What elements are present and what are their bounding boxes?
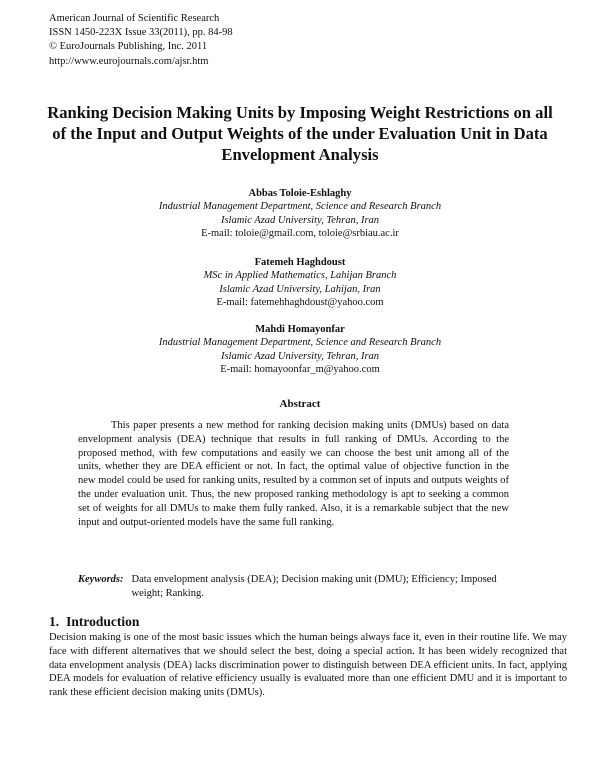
journal-name: American Journal of Scientific Research xyxy=(49,13,220,24)
author-affiliation: Industrial Management Department, Science and Research Branch xyxy=(158,201,442,213)
keywords-label: Keywords: xyxy=(78,574,124,585)
section-title: Introduction xyxy=(66,614,140,629)
author-affiliation: MSc in Applied Mathematics, Lahijan Branch xyxy=(203,270,397,282)
author-block-2 xyxy=(40,256,560,310)
author-email[interactable]: E-mail: homayoonfar_m@yahoo.com xyxy=(220,364,380,376)
journal-copyright: © EuroJournals Publishing, Inc. 2011 xyxy=(49,41,208,53)
journal-issn: ISSN 1450-223X Issue 33(2011), pp. 84-98 xyxy=(49,27,233,39)
author-affiliation: Islamic Azad University, Tehran, Iran xyxy=(220,350,380,362)
author-name: Abbas Toloie-Eshlaghy xyxy=(248,188,352,199)
abstract-text: This paper presents a new method for ranking decision making units (DMUs) based on data envelopment analysis (DEA) technique that results in full ranking of DMUs. According to the proposed method, with few computations and easily we can choose the best unit among all of the units, whether they are DEA efficient or not. In fact, the optimal value of objective function in the new model could be used for ranking units, resulted by a common set of inputs and outputs weights of the under evaluation unit. Thus, the new proposed ranking methodology is apt to seeking a common set of weights for all DMUs to make them fully ranked. Also, it is a remarkable subject that the new input and output-oriented models have the same full ranking. xyxy=(78,420,509,528)
author-name: Mahdi Homayonfar xyxy=(255,324,345,335)
author-email[interactable]: E-mail: fatemehhaghdoust@yahoo.com xyxy=(216,297,384,309)
author-affiliation: Islamic Azad University, Tehran, Iran xyxy=(220,214,380,226)
paper-title: Ranking Decision Making Units by Imposing Weight Restrictions on all of the Input and Output Weights of the under Evaluation Unit in Data Envelopment Analysis xyxy=(47,103,553,164)
section-heading-introduction xyxy=(49,614,139,630)
author-affiliation: Islamic Azad University, Lahijan, Iran xyxy=(219,283,381,295)
author-block-3 xyxy=(40,323,560,377)
abstract-heading: Abstract xyxy=(279,398,321,410)
author-block-1 xyxy=(40,187,560,241)
journal-header xyxy=(49,12,233,69)
author-email[interactable]: E-mail: toloie@gmail.com, toloie@srbiau.ac.ir xyxy=(201,228,399,240)
author-affiliation: Industrial Management Department, Science and Research Branch xyxy=(158,337,442,349)
keywords-text: Data envelopment analysis (DEA); Decision making unit (DMU); Efficiency; Imposed weight; Ranking. xyxy=(131,574,497,599)
journal-url[interactable]: http://www.eurojournals.com/ajsr.htm xyxy=(49,55,209,67)
section-number: 1. xyxy=(49,614,60,629)
author-name: Fatemeh Haghdoust xyxy=(254,257,346,268)
keywords xyxy=(78,573,518,601)
introduction-text: Decision making is one of the most basic issues which the human beings always face it, even in their routine life. We may face with different alternatives that we should select the best, doing a special action. It has been widely recognized that data envelopment analysis (DEA) lacks discrimination power to distinguish between DEA efficient units. In fact, applying DEA models for evaluation of relative efficiency usually is evaluated more than one efficient DMU and it is important to rank these efficient decision making units (DMUs). xyxy=(49,632,567,699)
